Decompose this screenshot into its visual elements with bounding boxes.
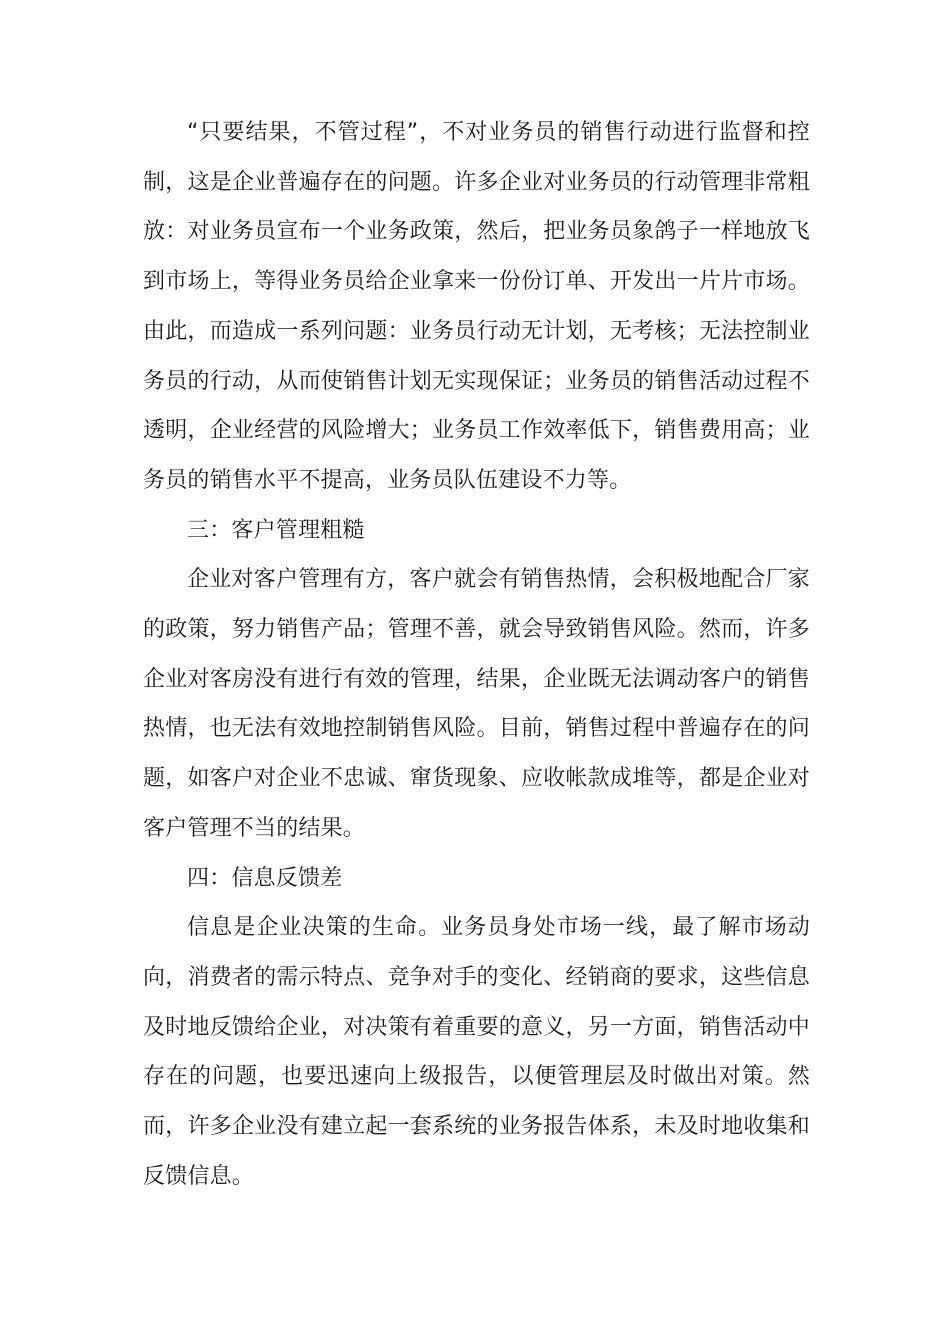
document-page [143, 108, 810, 1201]
heading-customer-management: 三：客户管理粗糙 [187, 517, 365, 543]
paragraph-information-feedback: 信息是企业决策的生命。业务员身处市场一线，最了解市场动向，消费者的需示特点、竞争对手的变化、经销商的要求，这些信息及时地反馈给企业，对决策有着重要的意义，另一方面，销售活动中存在的问题，也要迅速向上级报告，以便管理层及时做出对策。然而，许多企业没有建立起一套系统的业务报告体系，未及时地收集和反馈信息。 [143, 915, 810, 1189]
paragraph-customer-management: 企业对客户管理有方，客户就会有销售热情，会积极地配合厂家的政策，努力销售产品；管理不善，就会导致销售风险。然而，许多企业对客房没有进行有效的管理，结果，企业既无法调动客户的销售热情，也无法有效地控制销售风险。目前，销售过程中普遍存在的问题，如客户对企业不忠诚、窜货现象、应收帐款成堆等，都是企业对客户管理不当的结果。 [143, 567, 810, 841]
paragraph-sales-process-control: “只要结果，不管过程”，不对业务员的销售行动进行监督和控制，这是企业普遍存在的问题。许多企业对业务员的行动管理非常粗放：对业务员宣布一个业务政策，然后，把业务员象鸽子一样地放飞到市场上，等得业务员给企业拿来一份份订单、开发出一片片市场。由此，而造成一系列问题：业务员行动无计划，无考核；无法控制业务员的行动，从而使销售计划无实现保证；业务员的销售活动过程不透明，企业经营的风险增大；业务员工作效率低下，销售费用高；业务员的销售水平不提高，业务员队伍建设不力等。 [143, 120, 810, 493]
heading-information-feedback: 四：信息反馈差 [187, 865, 343, 891]
